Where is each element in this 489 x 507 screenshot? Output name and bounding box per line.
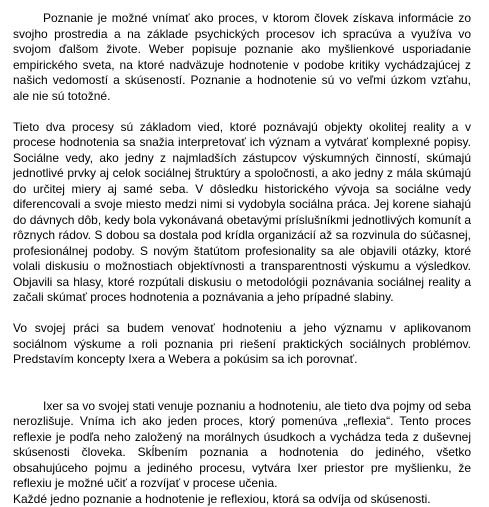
paragraph-social-sciences: Tieto dva procesy sú základom vied, ktoré poznávajú objekty okolitej reality a v procese hodnotenia sa snažia interpretovať ich význam a vytvárať komplexné popisy. Sociálne vedy, ako jedny z najmladších zástupcov výskumných činností, skúmajú jednotlivé prvky aj celok sociálnej štruktúry a spoločnosti, a ako jedny z mála skúmajú do určitej miery aj samé seba. V dôsledku historického vývoja sa sociálne vedy diferencovali a svoje miesto medzi nimi si vydobyla sociálna práca. Jej korene siahajú do dávnych dôb, kedy bola vykonávaná obetavými príslušníkmi jednotlivých komunít a rôznych rádov. S dobou sa dostala pod krídla organizácií až sa rozvinula do súčasnej, profesionálnej podoby. S novým štatútom profesionality sa ale objavili otázky, ktoré volali diskusiu o možnostiach objektívnosti a transparentnosti výskumu a výsledkov. Objavili sa hlasy, ktoré rozpútali diskusiu o metodológii poznávania sociálnej reality a začali skúmať proces hodnotenia a poznávania a jeho prípadné slabiny. <box>13 120 471 306</box>
paragraph-thesis-aim: Vo svojej práci sa budem venovať hodnoteniu a jeho významu v aplikovanom sociálnom výskume a roli poznania pri riešení praktických sociálnych problémov. Predstavím koncepty Ixera a Webera a pokúsim sa ich porovnať. <box>13 321 471 368</box>
paragraph-cut-off: Každé jedno poznanie a hodnotenie je reflexiou, ktorá sa odvíja od skúsenosti. <box>13 492 471 507</box>
paragraph-spacer <box>13 368 471 399</box>
document-body <box>13 11 471 507</box>
paragraph-spacer <box>13 104 471 120</box>
paragraph-spacer <box>13 306 471 322</box>
paragraph-ixer: Ixer sa vo svojej stati venuje poznaniu a hodnoteniu, ale tieto dva pojmy od seba nerozlišuje. Vníma ich ako jeden proces, ktorý pomenúva „reflexia“. Tento proces reflexie je podľa neho založený na morálnych úsudkoch a vychádza teda z duševnej skúsenosti človeka. Skĺbením poznania a hodnotenia do jediného, všetko obsahujúceho pojmu a jediného procesu, vytvára Ixer priestor pre myšlienku, že reflexiu je možné učiť a rozvíjať v procese učenia. <box>13 399 471 492</box>
paragraph-intro: Poznanie je možné vnímať ako proces, v ktorom človek získava informácie zo svojho prostredia a na základe psychických procesov ich spracúva a využíva vo svojom ďalšom živote. Weber popisuje poznanie ako myšlienkové usporiadanie empirického sveta, na ktoré nadväzuje hodnotenie v podobe kritiky vychádzajúcej z našich vedomostí a skúseností. Poznanie a hodnotenie sú vo veľmi úzkom vzťahu, ale nie sú totožné. <box>13 11 471 104</box>
